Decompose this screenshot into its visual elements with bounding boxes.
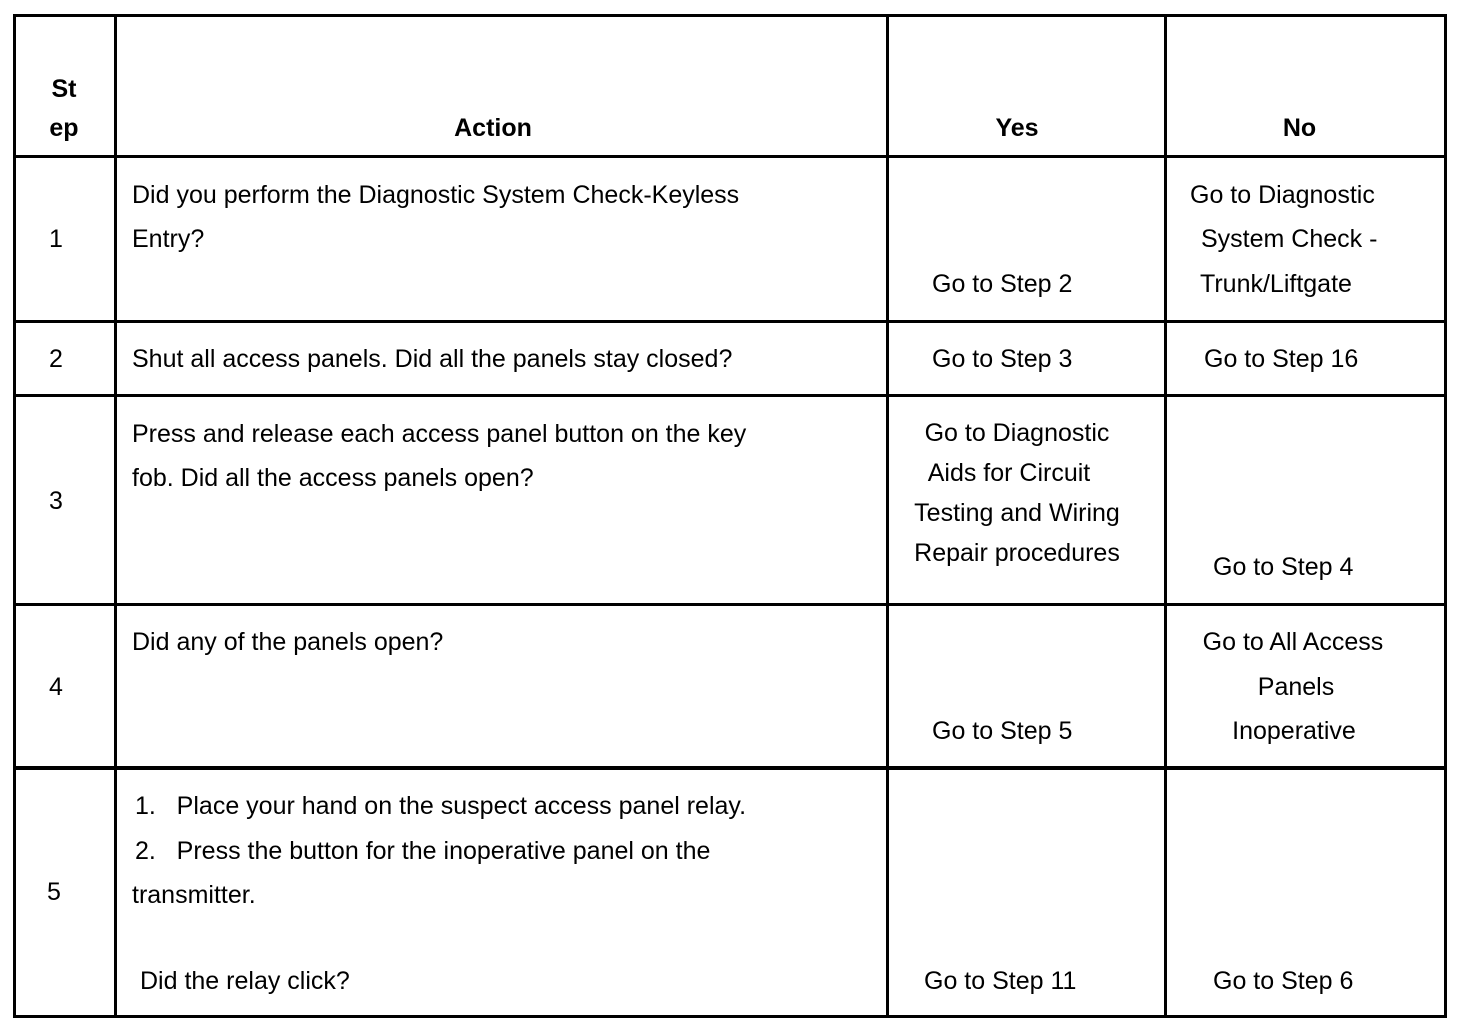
action-question: Did the relay click? — [140, 967, 350, 995]
row-divider-header — [13, 155, 1447, 158]
action-list-item: 1. Place your hand on the suspect access panel relay. — [135, 792, 747, 820]
row-divider-2 — [13, 394, 1447, 397]
action-list-item: 2. Press the button for the inoperative panel on the — [135, 837, 711, 865]
column-divider-step — [114, 14, 117, 1018]
header-yes: Yes — [995, 114, 1039, 142]
row-divider-1 — [13, 320, 1447, 323]
row-divider-4 — [13, 766, 1447, 770]
action-text: Press and release each access panel button on the key — [132, 420, 747, 448]
action-text: Did any of the panels open? — [132, 628, 444, 656]
header-step-line1: St — [51, 75, 77, 103]
no-result: Go to Diagnostic — [1190, 181, 1375, 209]
header-no: No — [1282, 114, 1317, 142]
no-result: System Check - — [1201, 225, 1378, 253]
no-result: Trunk/Liftgate — [1200, 270, 1352, 298]
diagnostic-table — [13, 14, 1447, 1018]
action-text: Did you perform the Diagnostic System Check-Keyless — [132, 181, 740, 209]
step-number: 5 — [47, 878, 61, 906]
action-text: Entry? — [132, 225, 205, 253]
yes-result: Go to Step 11 — [924, 967, 1077, 995]
header-step-line2: ep — [49, 114, 79, 142]
no-result: Panels — [1257, 673, 1335, 701]
step-number: 1 — [49, 225, 63, 253]
yes-result: Go to Step 2 — [932, 270, 1073, 298]
yes-result: Go to Step 5 — [932, 717, 1073, 745]
step-number: 2 — [49, 345, 63, 373]
row-divider-3 — [13, 603, 1447, 606]
yes-result: Go to Diagnostic — [924, 419, 1110, 447]
yes-result: Repair procedures — [914, 539, 1120, 567]
action-text: Shut all access panels. Did all the panels stay closed? — [132, 345, 733, 373]
step-number: 4 — [49, 673, 63, 701]
column-divider-yes — [1164, 14, 1167, 1018]
action-text: transmitter. — [132, 881, 256, 909]
no-result: Go to All Access — [1202, 628, 1384, 656]
step-number: 3 — [49, 487, 63, 515]
yes-result: Go to Step 3 — [932, 345, 1073, 373]
yes-result: Testing and Wiring — [914, 499, 1120, 527]
no-result: Go to Step 6 — [1213, 967, 1354, 995]
yes-result: Aids for Circuit — [927, 459, 1091, 487]
no-result: Go to Step 4 — [1213, 553, 1354, 581]
header-action: Action — [454, 114, 532, 142]
no-result: Inoperative — [1232, 717, 1356, 745]
no-result: Go to Step 16 — [1204, 345, 1359, 373]
action-text: fob. Did all the access panels open? — [132, 464, 534, 492]
